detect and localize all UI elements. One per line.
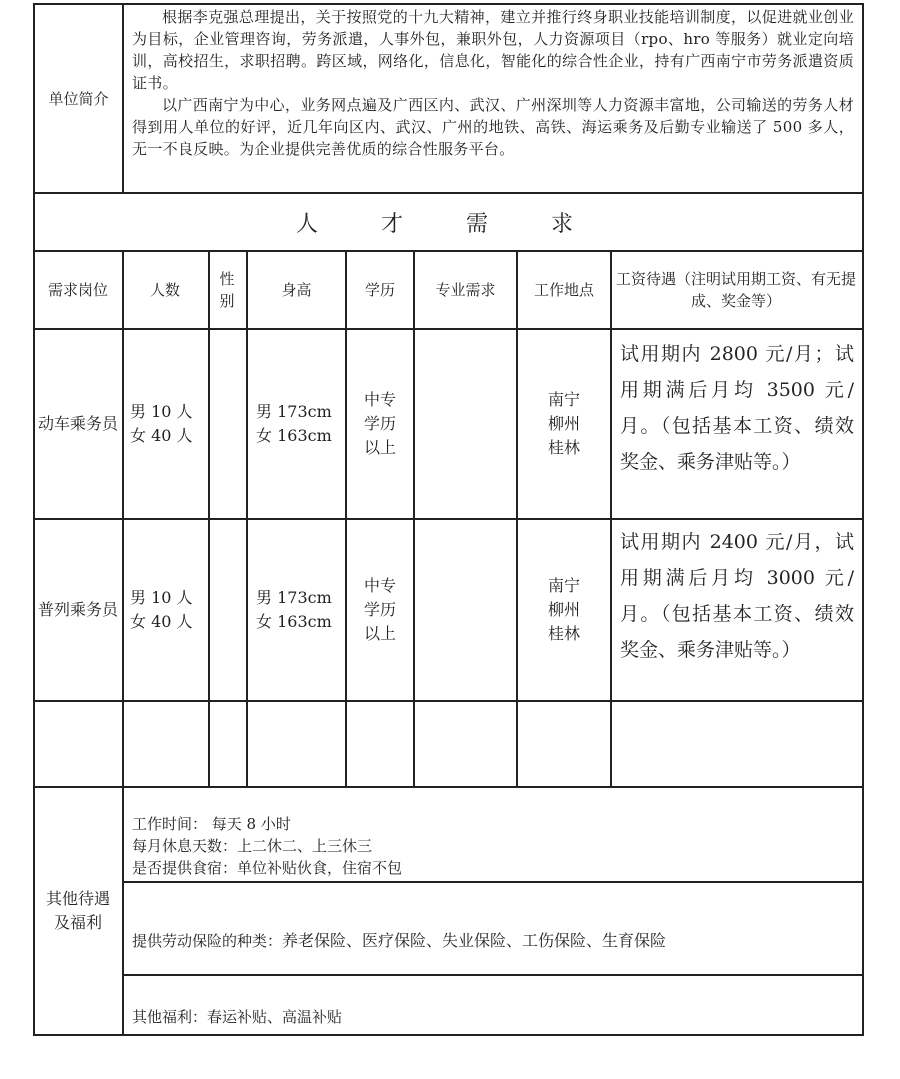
header-location: 工作地点: [533, 281, 594, 299]
row1-location-1: 南宁: [547, 390, 580, 409]
benefits-basic: [132, 813, 852, 879]
insurance-label: 提供劳动保险的种类：: [132, 932, 283, 950]
header-gender: 性别: [219, 270, 235, 310]
row1-height-male: 男 173cm: [256, 402, 332, 421]
section-title: 人 才 需 求: [296, 211, 601, 237]
row1-location-3: 桂林: [547, 438, 580, 457]
row1-height-female: 女 163cm: [256, 426, 332, 445]
row2-height: [256, 586, 345, 634]
row1-education: 中专学历以上: [363, 390, 396, 457]
meals-housing: 是否提供食宿：单位补贴伙食，住宿不包: [132, 859, 403, 877]
col-line-3: [246, 250, 248, 787]
border-top: [33, 3, 864, 5]
company-intro: [132, 6, 854, 160]
company-label: 单位简介: [48, 89, 109, 108]
header-position: 需求岗位: [48, 281, 109, 299]
row2-gender: [210, 520, 246, 700]
row2-count: [130, 586, 208, 634]
divider-benefit2: [123, 974, 864, 976]
row1-salary: 试用期内 2800 元/月；试用期满后月均 3500 元/月。（包括基本工资、绩效奖金、乘务津贴等。）: [620, 343, 854, 473]
other-benefits: 其他福利：春运补贴、高温补贴: [132, 1008, 343, 1026]
row1-height: [256, 400, 345, 448]
row2-salary: 试用期内 2400 元/月，试用期满后月均 3000 元/月。（包括基本工资、绩效奖金、乘务津贴等。）: [620, 531, 854, 661]
row2-position: 普列乘务员: [38, 600, 119, 619]
row1-position: 动车乘务员: [38, 414, 119, 433]
border-bottom: [33, 1034, 864, 1036]
row2-count-female: 女 40 人: [130, 612, 193, 631]
header-major: 专业需求: [435, 281, 496, 299]
row1-gender: [210, 330, 246, 518]
divider-row2: [33, 700, 864, 702]
col-line-1: [122, 250, 124, 1036]
row2-location-3: 桂林: [547, 624, 580, 643]
header-education: 学历: [364, 281, 395, 299]
row2-education: 中专学历以上: [363, 576, 396, 643]
row2-height-male: 男 173cm: [256, 588, 332, 607]
col-line-4: [345, 250, 347, 787]
rest-days: 每月休息天数：上二休二、上三休三: [132, 837, 373, 855]
row1-count-male: 男 10 人: [130, 402, 193, 421]
header-count: 人数: [150, 281, 181, 299]
company-intro-paragraph-2: 以广西南宁为中心，业务网点遍及广西区内、武汉、广州深圳等人力资源丰富地，公司输送的劳务人材得到用人单位的好评，近几年向区内、武汉、广州的地铁、高铁、海运乘务及后勤专业输送了 500 多人，无一不良反映。为企业提供完善优质的综合性服务平台。: [132, 96, 854, 158]
insurance: [132, 930, 852, 952]
header-salary: 工资待遇（注明试用期工资、有无提成、奖金等）: [616, 270, 857, 310]
row2-location: [518, 520, 610, 700]
row1-location-2: 柳州: [547, 414, 580, 433]
benefits-label: 其他待遇及福利: [45, 889, 110, 932]
row1-count: [130, 400, 208, 448]
header-height: 身高: [281, 281, 312, 299]
insurance-types: 养老保险、医疗保险、失业保险、工伤保险、生育保险: [282, 931, 667, 950]
divider-benefit1: [123, 881, 864, 883]
row2-location-2: 柳州: [547, 600, 580, 619]
row1-count-female: 女 40 人: [130, 426, 193, 445]
row1-location: [518, 330, 610, 518]
work-hours: 工作时间： 每天 8 小时: [132, 815, 291, 833]
col-line-7: [610, 250, 612, 787]
divider-empty: [33, 786, 864, 788]
company-intro-paragraph-1: 根据李克强总理提出，关于按照党的十九大精神，建立并推行终身职业技能培训制度，以促进就业创业为目标，企业管理咨询，劳务派遣，人事外包，兼职外包，人力资源项目（rpo、hro 等服务）就业定向培训，高校招生，求职招聘。跨区域，网络化，信息化，智能化的综合性企业，持有广西南宁市劳务派遣资质证书。: [132, 8, 854, 92]
row2-height-female: 女 163cm: [256, 612, 332, 631]
row2-location-1: 南宁: [547, 576, 580, 595]
row2-count-male: 男 10 人: [130, 588, 193, 607]
col-line-1-intro: [122, 3, 124, 193]
row1-major: [415, 330, 516, 518]
row2-major: [415, 520, 516, 700]
